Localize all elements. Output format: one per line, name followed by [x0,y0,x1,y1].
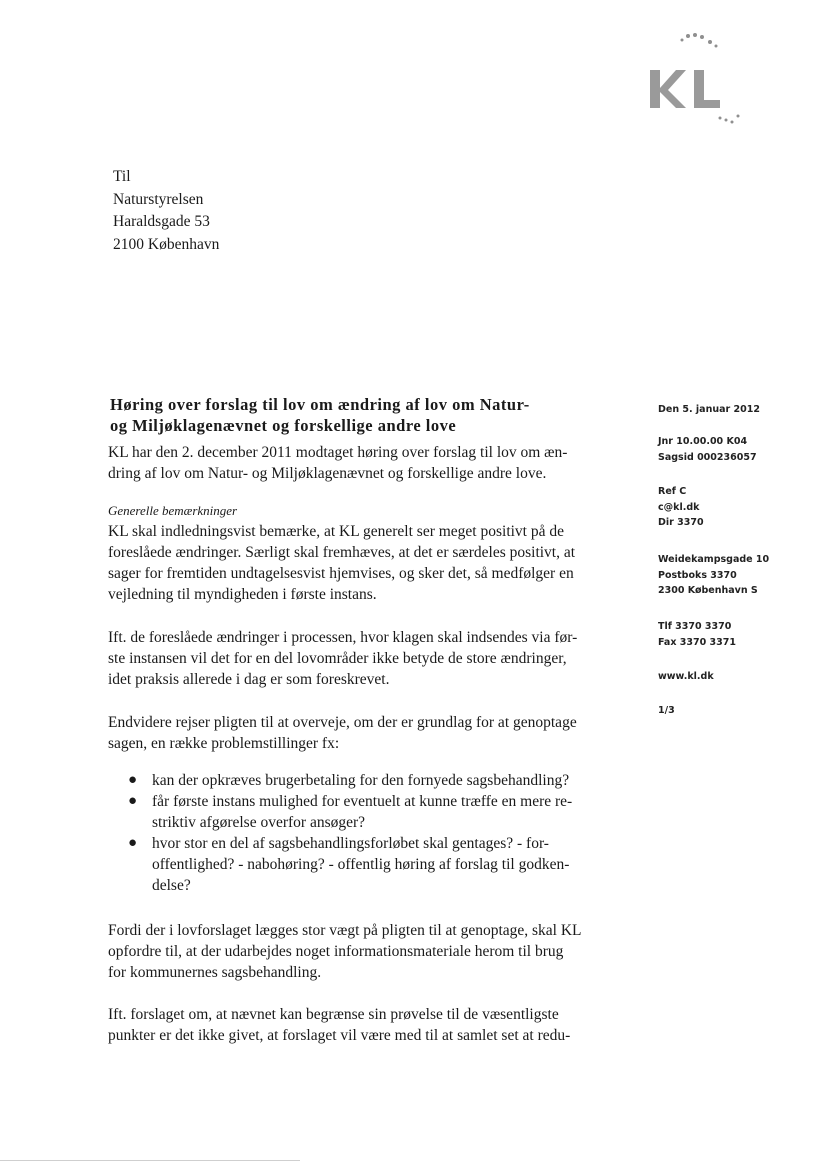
list-item-line: offentlighed? - nabohøring? - offentlig høring af forslag til godken- [152,856,570,873]
recipient-line: 2100 København [113,235,220,253]
list-item-line: hvor stor en del af sagsbehandlingsforløbet skal gentages? - for- [152,835,549,852]
paragraph-line: Ift. de foreslåede ændringer i processen, hvor klagen skal indsendes via før- [108,629,578,646]
reference: Ref C [658,486,687,497]
process-paragraph [108,627,628,690]
recipient-line: Naturstyrelsen [113,190,204,208]
postal-city: 2300 København S [658,585,758,596]
reopen-paragraph [108,712,628,754]
list-item-line: kan der opkræves brugerbetaling for den fornyede sagsbehandling? [152,772,570,789]
paragraph-line: sager for fremtiden undtagelsesvist hjemvises, og sker det, så medfølger en [108,565,574,582]
paragraph-line: KL har den 2. december 2011 modtaget høring over forslag til lov om æn- [108,444,568,461]
title-line: og Miljøklagenævnet og forskellige andre love [110,416,457,435]
case-id: Sagsid 000236057 [658,451,757,463]
sidebar-web [658,669,714,685]
paragraph-line: idet praksis allerede i dag er som foreskrevet. [108,671,390,688]
list-item [128,833,628,896]
recipient-line: Haraldsgade 53 [113,213,210,230]
sidebar-page [658,703,675,719]
recipient-line: Til [113,168,131,185]
sidebar-case-info [658,434,757,465]
paragraph-line: opfordre til, at der udarbejdes noget informationsmateriale herom til brug [108,943,564,960]
street-address: Weidekampsgade 10 [658,554,770,565]
paragraph-line: for kommunernes sagsbehandling. [108,964,322,981]
general-remarks [108,500,628,605]
issue-list [128,770,628,896]
bullet-icon: ● [128,793,138,809]
fax-number: Fax 3370 3371 [658,636,736,648]
letter-title [110,394,625,436]
list-item-line: striktiv afgørelse overfor ansøger? [152,814,366,831]
page-number: 1/3 [658,705,675,716]
journal-number: Jnr 10.00.00 K04 [658,436,748,447]
sidebar-contact [658,484,704,531]
paragraph-line: ste instansen vil det for en del lovområder ikke betyde de store ændringer, [108,650,567,667]
bullet-icon: ● [128,835,138,851]
paragraph-line: foreslåede ændringer. Særligt skal fremhæves, at det er særdeles positivt, at [108,544,576,561]
sidebar-date [658,402,760,418]
postbox: Postboks 3370 [658,569,737,581]
paragraph-line: Ift. forslaget om, at nævnet kan begrænse sin prøvelse til de væsentligste [108,1006,559,1023]
bullet-icon: ● [128,772,138,788]
direct-phone: Dir 3370 [658,517,704,528]
website: www.kl.dk [658,671,714,682]
phone-number: Tlf 3370 3370 [658,621,732,632]
information-paragraph [108,920,628,983]
scan-edge-line [0,1160,300,1161]
paragraph-line: dring af lov om Natur- og Miljøklagenævnet og forskellige andre love. [108,465,547,482]
paragraph-line: Endvidere rejser pligten til at overveje, om der er grundlag for at genoptage [108,714,577,731]
list-item-line: delse? [152,877,191,894]
sidebar-phones [658,619,736,650]
paragraph-line: Fordi der i lovforslaget lægges stor vægt på pligten til at genoptage, skal KL [108,922,582,939]
paragraph-line: vejledning til myndigheden i første instans. [108,586,377,603]
sidebar-address [658,552,769,599]
section-heading: Generelle bemærkninger [108,503,238,518]
list-item [128,770,628,791]
contact-email: c@kl.dk [658,501,700,513]
list-item [128,791,628,833]
letter-date: Den 5. januar 2012 [658,404,760,415]
paragraph-line: KL skal indledningsvist bemærke, at KL generelt ser meget positivt på de [108,523,564,540]
review-paragraph [108,1004,628,1046]
kl-logo [640,30,750,130]
intro-paragraph [108,442,628,484]
recipient-address [113,166,219,256]
paragraph-line: sagen, en række problemstillinger fx: [108,735,340,752]
paragraph-line: punkter er det ikke givet, at forslaget vil være med til at samlet set at redu- [108,1027,571,1044]
list-item-line: får første instans mulighed for eventuelt at kunne træffe en mere re- [152,793,573,810]
title-line: Høring over forslag til lov om ændring af lov om Natur- [110,395,530,414]
